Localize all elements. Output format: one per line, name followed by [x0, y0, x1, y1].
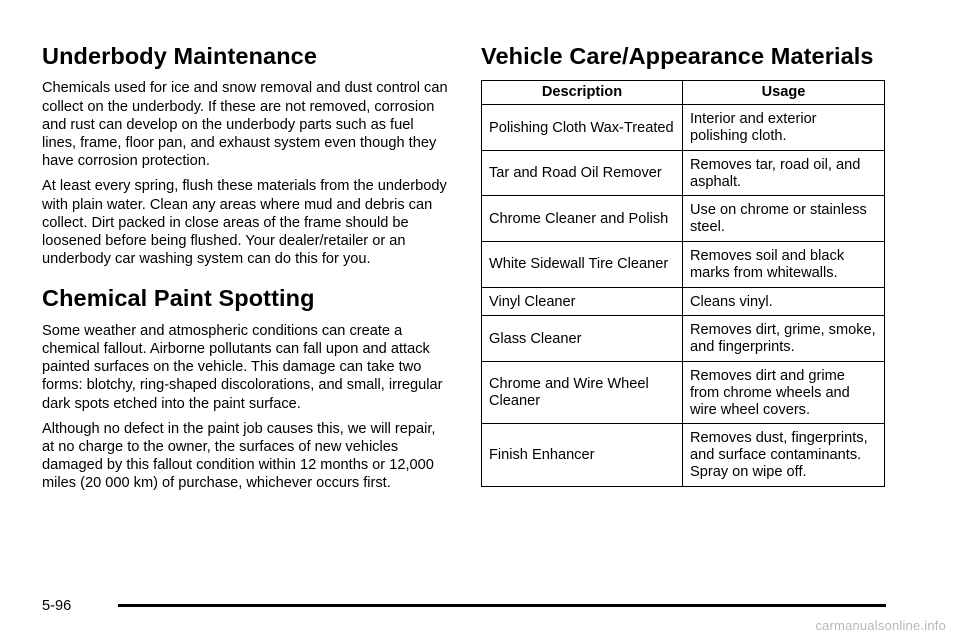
table-cell-usage: Removes tar, road oil, and asphalt. [683, 150, 885, 196]
heading-underbody-maintenance: Underbody Maintenance [42, 43, 318, 69]
table-cell-description: Chrome Cleaner and Polish [482, 196, 683, 242]
table-cell-usage: Removes dirt and grime from chrome wheels and wire wheel covers. [683, 361, 885, 423]
table-cell-usage: Removes dirt, grime, smoke, and fingerprints. [683, 316, 885, 362]
table-cell-description: Finish Enhancer [482, 424, 683, 486]
paragraph-paint-1: Some weather and atmospheric conditions can create a chemical fallout. Airborne pollutants can fall upon and attack painted surfaces on the vehicle. This damage can take two forms: blotchy, ring-shaped discolorations, and small, irregular dark spots etched into the paint surface. [42, 322, 443, 412]
table-header-row [482, 81, 885, 105]
footer-divider [118, 604, 886, 607]
table-cell-usage: Removes dust, fingerprints, and surface contaminants. Spray on wipe off. [683, 424, 885, 486]
table-row [482, 287, 885, 316]
materials-table [481, 80, 885, 486]
column-header-description: Description [482, 81, 683, 105]
table-cell-description: Polishing Cloth Wax-Treated [482, 105, 683, 151]
table-cell-usage: Use on chrome or stainless steel. [683, 196, 885, 242]
table-cell-description: Glass Cleaner [482, 316, 683, 362]
table-cell-usage: Removes soil and black marks from whitewalls. [683, 241, 885, 287]
paragraph-paint-2: Although no defect in the paint job causes this, we will repair, at no charge to the owner, the surfaces of new vehicles damaged by this fallout condition within 12 months or 12,000 miles (20 000 km) of purchase, whichever occurs first. [42, 420, 436, 492]
table-row [482, 196, 885, 242]
column-header-usage: Usage [683, 81, 885, 105]
table-cell-usage: Cleans vinyl. [683, 287, 885, 316]
table-cell-description: Vinyl Cleaner [482, 287, 683, 316]
right-column [481, 42, 885, 487]
left-column [42, 42, 450, 500]
heading-chemical-paint-spotting: Chemical Paint Spotting [42, 285, 315, 312]
paragraph-underbody-1: Chemicals used for ice and snow removal and dust control can collect on the underbody. If these are not removed, corrosion and rust can develop on the underbody parts such as fuel lines, frame, floor pan, and exhaust system even though they have corrosion protection. [42, 80, 448, 170]
table-row [482, 316, 885, 362]
table-cell-description: Tar and Road Oil Remover [482, 150, 683, 196]
table-cell-usage: Interior and exterior polishing cloth. [683, 105, 885, 151]
paragraph-underbody-2: At least every spring, flush these materials from the underbody with plain water. Clean any areas where mud and debris can collect. Dirt packed in close areas of the frame should be loosened before being flushed. Your dealer/retailer or an underbody car washing system can do this for you. [42, 178, 447, 268]
table-row [482, 361, 885, 423]
table-row [482, 150, 885, 196]
watermark-text: carmanualsonline.info [815, 618, 946, 633]
table-cell-description: Chrome and Wire Wheel Cleaner [482, 361, 683, 423]
table-row [482, 424, 885, 486]
table-cell-description: White Sidewall Tire Cleaner [482, 241, 683, 287]
heading-vehicle-care-materials: Vehicle Care/Appearance Materials [481, 43, 874, 69]
table-row [482, 105, 885, 151]
table-row [482, 241, 885, 287]
page-number: 5-96 [42, 598, 72, 614]
